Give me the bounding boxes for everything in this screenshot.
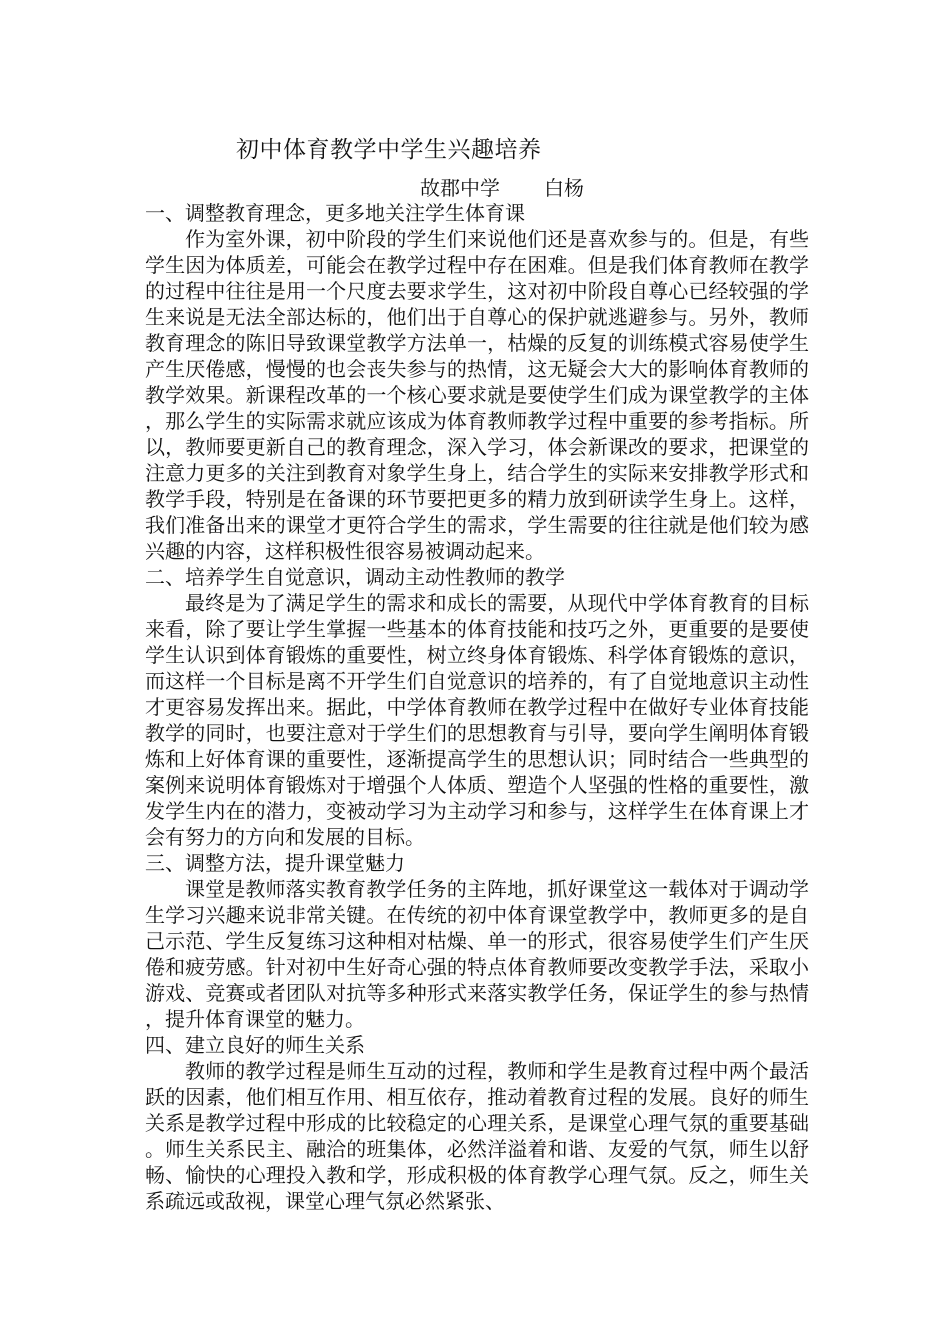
section-paragraph-1: 作为室外课，初中阶段的学生们来说他们还是喜欢参与的。但是，有些学生因为体质差，可能会在教学过程中存在困难。但是我们体育教师在教学的过程中往往是用一个尺度去要求学生，这对初中阶段自尊心已经较强的学生来说是无法全部达标的，他们出于自尊心的保护就逃避参与。另外，教师教育理念的陈旧导致课堂教学方法单一，枯燥的反复的训练模式容易使学生产生厌倦感，慢慢的也会丧失参与的热情，这无疑会大大的影响体育教师的教学效果。新课程改革的一个核心要求就是要使学生们成为课堂教学的主体，那么学生的实际需求就应该成为体育教师教学过程中重要的参考指标。所以，教师要更新自己的教育理念，深入学习，体会新课改的要求，把课堂的注意力更多的关注到教育对象学生身上，结合学生的实际来安排教学形式和教学手段，特别是在备课的环节要把更多的精力放到研读学生身上。这样，我们准备出来的课堂才更符合学生的需求，学生需要的往往就是他们较为感兴趣的内容，这样积极性很容易被调动起来。	[145, 227, 809, 563]
author-name: 白杨	[544, 176, 584, 200]
section-paragraph-3: 课堂是教师落实教育教学任务的主阵地，抓好课堂这一载体对于调动学生学习兴趣来说非常关键。在传统的初中体育课堂教学中，教师更多的是自己示范、学生反复练习这种相对枯燥、单一的形式，很容易使学生们产生厌倦和疲劳感。针对初中生好奇心强的特点体育教师要改变教学手法，采取小游戏、竞赛或者团队对抗等多种形式来落实教学任务，保证学生的参与热情，提升体育课堂的魅力。	[145, 877, 809, 1031]
school-name: 故郡中学	[420, 176, 500, 200]
byline	[420, 174, 584, 202]
section-heading-4: 四、建立良好的师生关系	[145, 1033, 365, 1057]
section-heading-2: 二、培养学生自觉意识，调动主动性教师的教学	[145, 565, 565, 589]
document-body	[145, 200, 809, 1214]
section-heading-1: 一、调整教育理念，更多地关注学生体育课	[145, 201, 525, 225]
section-heading-3: 三、调整方法，提升课堂魅力	[145, 851, 405, 875]
section-paragraph-2: 最终是为了满足学生的需求和成长的需要，从现代中学体育教育的目标来看，除了要让学生掌握一些基本的体育技能和技巧之外，更重要的是要使学生认识到体育锻炼的重要性，树立终身体育锻炼、科学体育锻炼的意识，而这样一个目标是离不开学生们自觉意识的培养的，有了自觉地意识主动性才更容易发挥出来。据此，中学体育教师在教学过程中在做好专业体育技能教学的同时，也要注意对于学生们的思想教育与引导，要向学生阐明体育锻炼和上好体育课的重要性，逐渐提高学生的思想认识；同时结合一些典型的案例来说明体育锻炼对于增强个人体质、塑造个人坚强的性格的重要性，激发学生内在的潜力，变被动学习为主动学习和参与，这样学生在体育课上才会有努力的方向和发展的目标。	[145, 591, 809, 849]
document-title: 初中体育教学中学生兴趣培养	[236, 137, 542, 163]
section-paragraph-4: 教师的教学过程是师生互动的过程，教师和学生是教育过程中两个最活跃的因素，他们相互作用、相互依存，推动着教育过程的发展。良好的师生关系是教学过程中形成的比较稳定的心理关系，是课堂心理气氛的重要基础。师生关系民主、融洽的班集体，必然洋溢着和谐、友爱的气氛，师生以舒畅、愉快的心理投入教和学，形成积极的体育教学心理气氛。反之，师生关系疏远或敌视，课堂心理气氛必然紧张、	[145, 1059, 809, 1213]
